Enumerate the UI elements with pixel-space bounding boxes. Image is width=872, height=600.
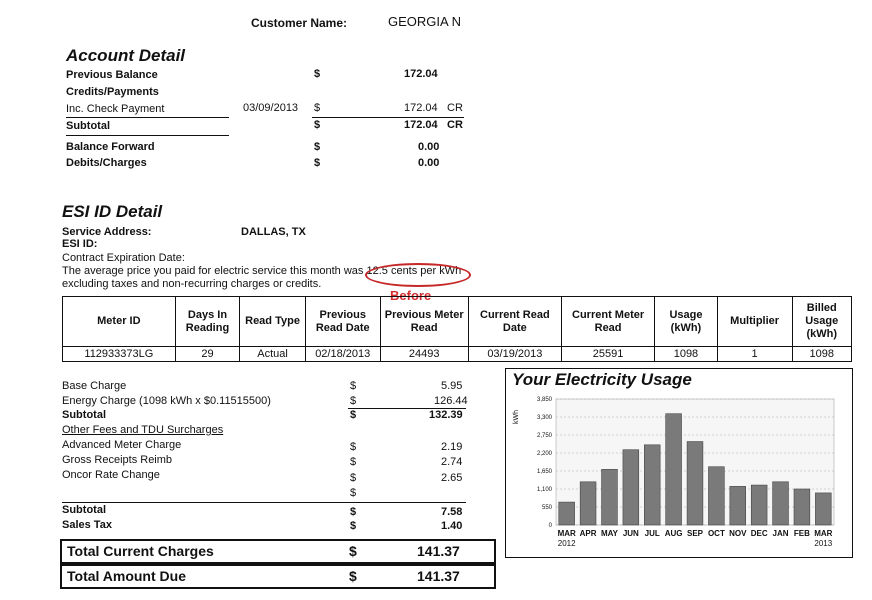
total-current-charges-amount: 141.37 — [417, 543, 460, 559]
header-days-in-reading: Days In Reading — [175, 297, 240, 347]
chart-bar-apr-1 — [580, 482, 596, 525]
chart-y-tick-label: 2,200 — [536, 451, 552, 457]
meter-table-header-row — [63, 297, 852, 347]
chart-bar-sep-6 — [687, 442, 703, 525]
account-detail-heading: Account Detail — [66, 46, 186, 65]
cell-current-meter-read: 25591 — [561, 347, 654, 362]
debits-charges-label: Debits/Charges — [66, 157, 147, 169]
cell-usage: 1098 — [655, 347, 718, 362]
average-price-circle-annotation — [365, 263, 471, 287]
cell-billed-usage: 1098 — [792, 347, 852, 362]
chart-x-tick-label: NOV — [729, 529, 747, 538]
gross-receipts-currency: $ — [350, 456, 357, 468]
chart-x-tick-label: DEC — [750, 529, 768, 538]
chart-bar-mar-0 — [559, 502, 575, 525]
chart-y-tick-label: 1,100 — [536, 487, 552, 493]
debits-charges-amount: 0.00 — [418, 157, 440, 169]
account-divider-right — [312, 117, 464, 118]
chart-x-tick-label: SEP — [686, 529, 704, 538]
balance-forward-amount: 0.00 — [418, 141, 440, 153]
cell-days-in-reading: 29 — [175, 347, 240, 362]
chart-x-tick-label: MAY — [600, 529, 618, 538]
gross-receipts-amount: 2.74 — [441, 456, 463, 468]
total-current-charges-label: Total Current Charges — [67, 543, 214, 559]
debits-charges-currency: $ — [314, 157, 321, 169]
chart-bar-jan-10 — [773, 482, 789, 525]
account-subtotal-amount: 172.04 — [404, 119, 438, 131]
customer-name-value: GEORGIA N — [388, 14, 461, 29]
header-current-read-date: Current Read Date — [468, 297, 561, 347]
base-charge-currency: $ — [350, 380, 357, 392]
header-previous-read-date: Previous Read Date — [305, 297, 380, 347]
energy-charge-label: Energy Charge (1098 kWh x $0.11515500) — [62, 395, 271, 407]
advanced-meter-charge-currency: $ — [350, 441, 357, 453]
charges-subtotal-currency: $ — [350, 409, 357, 421]
chart-bar-feb-11 — [794, 489, 810, 525]
energy-charge-currency: $ — [350, 395, 357, 407]
chart-x-tick-label: MAR — [814, 529, 833, 538]
total-amount-due-label: Total Amount Due — [67, 568, 186, 584]
chart-x-tick-label: OCT — [707, 529, 725, 538]
sales-tax-currency: $ — [350, 520, 357, 532]
advanced-meter-charge-amount: 2.19 — [441, 441, 463, 453]
charges-subtotal-label: Subtotal — [62, 409, 106, 421]
cell-current-read-date: 03/19/2013 — [468, 347, 561, 362]
advanced-meter-charge-label: Advanced Meter Charge — [62, 439, 182, 451]
base-charge-amount: 5.95 — [441, 380, 463, 392]
chart-x-tick-label: JAN — [772, 529, 789, 538]
average-price-value: 12.5 cents per kWh — [366, 265, 462, 277]
check-payment-currency: $ — [314, 102, 321, 114]
chart-bar-aug-5 — [666, 414, 682, 525]
chart-y-tick-label: 1,650 — [536, 469, 552, 475]
contract-expiration-label: Contract Expiration Date: — [62, 252, 185, 264]
chart-bar-jul-4 — [644, 445, 660, 525]
service-address-label: Service Address: — [62, 226, 152, 238]
blank-currency: $ — [350, 487, 357, 499]
usage-chart — [505, 368, 853, 558]
total-amount-due-amount: 141.37 — [417, 568, 460, 584]
chart-y-tick-label: 3,850 — [536, 397, 552, 403]
usage-chart-svg — [506, 369, 852, 557]
header-usage: Usage (kWh) — [655, 297, 718, 347]
credits-payments-label: Credits/Payments — [66, 86, 159, 98]
chart-x-tick-label: FEB — [793, 529, 810, 538]
chart-x-tick-label: APR — [579, 529, 597, 538]
cell-previous-meter-read: 24493 — [380, 347, 468, 362]
other-fees-label: Other Fees and TDU Surcharges — [62, 424, 224, 436]
chart-x-tick-label: AUG — [664, 529, 683, 538]
oncor-rate-change-currency: $ — [350, 472, 357, 484]
check-payment-amount: 172.04 — [404, 102, 438, 114]
account-divider-left-2 — [66, 135, 229, 136]
header-current-meter-read: Current Meter Read — [561, 297, 654, 347]
cell-previous-read-date: 02/18/2013 — [305, 347, 380, 362]
check-payment-date: 03/09/2013 — [243, 102, 299, 114]
esi-id-label: ESI ID: — [62, 238, 98, 250]
header-multiplier: Multiplier — [717, 297, 792, 347]
chart-bar-nov-8 — [730, 486, 746, 525]
average-price-suffix: excluding taxes and non-recurring charges or credits. — [62, 278, 322, 290]
check-payment-flag: CR — [447, 102, 463, 114]
meter-table — [62, 296, 852, 362]
before-annotation: Before — [390, 288, 432, 303]
total-amount-due-box — [60, 564, 496, 589]
header-previous-meter-read: Previous Meter Read — [380, 297, 468, 347]
check-payment-label: Inc. Check Payment — [66, 103, 165, 115]
chart-x-tick-label: JUN — [622, 529, 639, 538]
sales-tax-amount: 1.40 — [441, 520, 463, 532]
balance-forward-currency: $ — [314, 141, 321, 153]
cell-meter-id: 112933373LG — [63, 347, 176, 362]
chart-bar-oct-7 — [708, 467, 724, 525]
chart-y-tick-label: 2,750 — [536, 433, 552, 439]
total-current-charges-box — [60, 539, 496, 564]
sales-tax-label: Sales Tax — [62, 519, 112, 531]
service-address-value: DALLAS, TX — [241, 226, 306, 238]
header-meter-id: Meter ID — [63, 297, 176, 347]
chart-bar-may-2 — [602, 469, 618, 525]
total-current-charges-currency: $ — [349, 543, 357, 559]
account-subtotal-currency: $ — [314, 119, 321, 131]
previous-balance-amount: 172.04 — [404, 68, 438, 80]
balance-forward-label: Balance Forward — [66, 141, 155, 153]
header-billed-usage: Billed Usage (kWh) — [792, 297, 852, 347]
chart-y-axis-label: kWh — [513, 410, 520, 424]
esi-detail-heading: ESI ID Detail — [62, 202, 163, 221]
charges-subtotal-amount: 132.39 — [429, 409, 463, 421]
customer-name-label: Customer Name: — [251, 16, 348, 30]
account-divider-left — [66, 117, 229, 118]
base-charge-label: Base Charge — [62, 380, 127, 392]
charges-divider-2 — [62, 502, 466, 503]
chart-year-start-label: 2012 — [557, 539, 576, 548]
previous-balance-currency: $ — [314, 68, 321, 80]
header-read-type: Read Type — [240, 297, 306, 347]
oncor-rate-change-label: Oncor Rate Change — [62, 469, 160, 481]
average-price-prefix: The average price you paid for electric service this month was — [62, 265, 364, 277]
cell-multiplier: 1 — [717, 347, 792, 362]
chart-y-tick-label: 550 — [541, 505, 552, 511]
chart-x-tick-label: JUL — [644, 529, 660, 538]
chart-y-tick-label: 3,300 — [536, 415, 552, 421]
gross-receipts-label: Gross Receipts Reimb — [62, 454, 173, 466]
fees-subtotal-currency: $ — [350, 506, 357, 518]
total-amount-due-currency: $ — [349, 568, 357, 584]
oncor-rate-change-amount: 2.65 — [441, 472, 463, 484]
chart-bar-jun-3 — [623, 450, 639, 525]
energy-charge-amount: 126.44 — [434, 395, 468, 407]
cell-read-type: Actual — [240, 347, 306, 362]
account-subtotal-label: Subtotal — [66, 120, 110, 132]
table-row — [63, 347, 852, 362]
chart-bar-mar-12 — [815, 493, 831, 525]
fees-subtotal-label: Subtotal — [62, 504, 106, 516]
chart-bar-dec-9 — [751, 485, 767, 525]
chart-title: Your Electricity Usage — [512, 370, 692, 389]
account-subtotal-flag: CR — [447, 119, 463, 131]
chart-y-tick-label: 0 — [548, 523, 552, 529]
chart-year-end-label: 2013 — [814, 539, 833, 548]
chart-x-tick-label: MAR — [557, 529, 576, 538]
fees-subtotal-amount: 7.58 — [441, 506, 463, 518]
previous-balance-label: Previous Balance — [66, 69, 158, 81]
